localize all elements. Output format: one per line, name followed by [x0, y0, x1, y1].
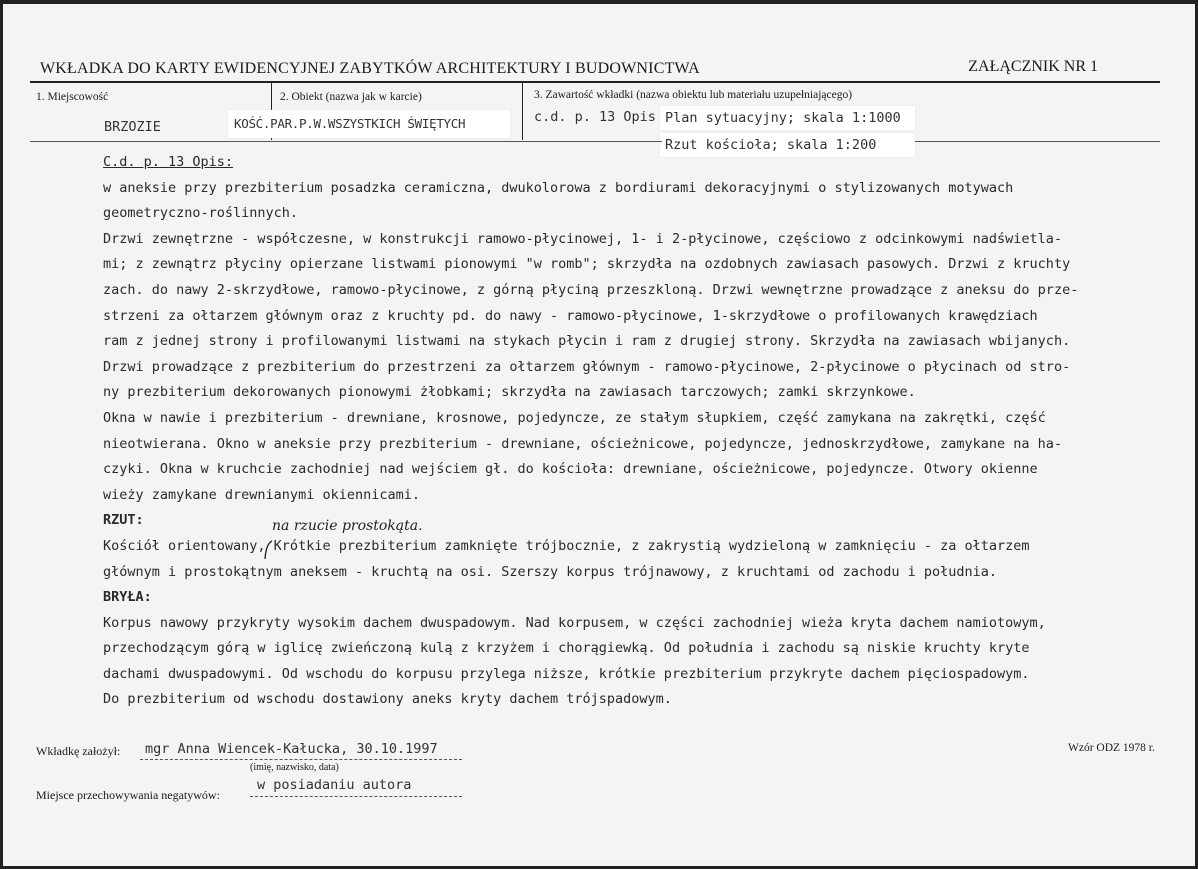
- description-text: [103, 150, 1103, 713]
- text-line: nieotwierana. Okno w aneksie przy prezbiterium - drewniane, ościeżnicowe, pojedyncze, jednoskrzydłowe, zamykane na ha-: [103, 435, 1063, 452]
- plan-sytuacyjny: Plan sytuacyjny; skala 1:1000: [665, 110, 901, 126]
- text-line: strzeni za ołtarzem głównym oraz z kruchty pd. do nawy - ramowo-płycinowe, 1-skrzydłowe o profilowanych krawędziach: [103, 307, 1038, 324]
- section-heading-cd: C.d. p. 13 Opis:: [103, 154, 234, 170]
- pattern-label: Wzór ODZ 1978 r.: [1068, 742, 1155, 754]
- header-rule: [30, 81, 1160, 83]
- field-divider-2: [522, 83, 523, 140]
- text-line: geometryczno-roślinnych.: [103, 205, 299, 222]
- section-heading-rzut: RZUT:: [103, 512, 144, 529]
- negatives-dashline: [250, 796, 462, 798]
- field-row-rule-right: [915, 141, 1160, 142]
- annex-number: ZAŁĄCZNIK NR 1: [968, 58, 1098, 75]
- text-line: Okna w nawie i prezbiterium - drewniane, krosnowe, pojedyncze, ze stałym słupkiem, część zamykana na zakrętki, część: [103, 409, 1046, 426]
- locality-label: 1. Miejscowość: [36, 91, 109, 103]
- section-heading-bryla: BRYŁA:: [103, 589, 152, 606]
- plan-stamp: [660, 106, 915, 130]
- insertion-caret-icon: [262, 540, 274, 560]
- text-line: czyki. Okna w kruchcie zachodniej nad wejściem gł. do kościoła: drewniane, ościeżnicowe, pojedyncze. Otwory okienne: [103, 461, 1038, 478]
- text-line: mi; z zewnątrz płyciny opierzane listwami pionowymi "w romb"; skrzydła na ozdobnych zawiasach pasowych. Drzwi z kruchty: [103, 256, 1071, 273]
- author-hint: (imię, nazwisko, data): [250, 762, 339, 773]
- field-row-rule-left: [30, 141, 662, 142]
- contents-value: c.d. p. 13 Opis: [534, 109, 656, 125]
- negatives-value: w posiadaniu autora: [257, 777, 412, 793]
- text-line: dachami dwuspadowymi. Od wschodu do korpusu przylega niższe, krótkie prezbiterium przykryte dachem pięciospadowym.: [103, 665, 1030, 682]
- text-line: Do prezbiterium od wschodu dostawiony aneks kryty dachem trójspadowym.: [103, 691, 672, 708]
- author-label: Wkładkę założył:: [36, 744, 121, 758]
- locality-value: BRZOZIE: [104, 119, 161, 135]
- text-line: Drzwi prowadzące z prezbiterium do przestrzeni za ołtarzem głównym - ramowo-płycinowe, 2-płycinowe o płycinach od stro-: [103, 358, 1071, 375]
- text-line: wieży zamykane drewnianymi okiennicami.: [103, 486, 420, 503]
- author-value: mgr Anna Wiencek-Kałucka, 30.10.1997: [145, 741, 438, 757]
- text-line: Kościół orientowany, Krótkie prezbiterium zamknięte trójbocznie, z zakrystią wydzieloną w zamknięciu - za ołtarzem: [103, 537, 1030, 554]
- text-line: ny prezbiterium dekorowanych pionowymi żłobkami; skrzydła na zawiasach tarczowych; zamki skrzynkowe.: [103, 384, 916, 401]
- rzut-kosciola: Rzut kościoła; skala 1:200: [665, 137, 877, 153]
- text-line: głównym i prostokątnym aneksem - kruchtą na osi. Szerszy korpus trójnawowy, z kruchtami od zachodu i południa.: [103, 563, 998, 580]
- text-line: Korpus nawowy przykryty wysokim dachem dwuspadowym. Nad korpusem, w części zachodniej wieża kryta dachem namiotowym,: [103, 614, 1046, 631]
- text-line: przechodzącym górą w iglicę zwieńczoną kulą z krzyżem i chorągiewką. Od południa i zachodu są niskie kruchty kryte: [103, 640, 1030, 657]
- object-value: KOŚĆ.PAR.P.W.WSZYSTKICH ŚWIĘTYCH: [234, 116, 466, 131]
- object-stamp: [228, 110, 510, 138]
- text-line: Drzwi zewnętrzne - współczesne, w konstrukcji ramowo-płycinowej, 1- i 2-płycinowe, częściowo z odcinkowymi nadświetla-: [103, 230, 1063, 247]
- text-line: zach. do nawy 2-skrzydłowe, ramowo-płycinowe, z górną płyciną przeszkloną. Drzwi wewnętrzne prowadzące z aneksu do prze-: [103, 281, 1079, 298]
- object-label: 2. Obiekt (nazwa jak w karcie): [280, 91, 422, 103]
- author-dashline: [140, 759, 462, 761]
- handwritten-insertion: na rzucie prostokąta.: [272, 518, 423, 534]
- frame-left-edge: [0, 0, 3, 869]
- text-line: w aneksie przy prezbiterium posadzka ceramiczna, dwukolorowa z bordiurami dekoracyjnymi o stylizowanych motywach: [103, 179, 1014, 196]
- negatives-label: Miejsce przechowywania negatywów:: [36, 788, 220, 802]
- frame-top-edge: [0, 0, 1198, 4]
- contents-label: 3. Zawartość wkładki (nazwa obiektu lub materiału uzupełniającego): [534, 89, 853, 101]
- text-line: ram z jednej strony i profilowanymi listwami na stykach płycin i ram z drugiej strony. Skrzydła na zawiasach wbijanych.: [103, 333, 1071, 350]
- document-title: WKŁADKA DO KARTY EWIDENCYJNEJ ZABYTKÓW ARCHITEKTURY I BUDOWNICTWA: [40, 60, 700, 77]
